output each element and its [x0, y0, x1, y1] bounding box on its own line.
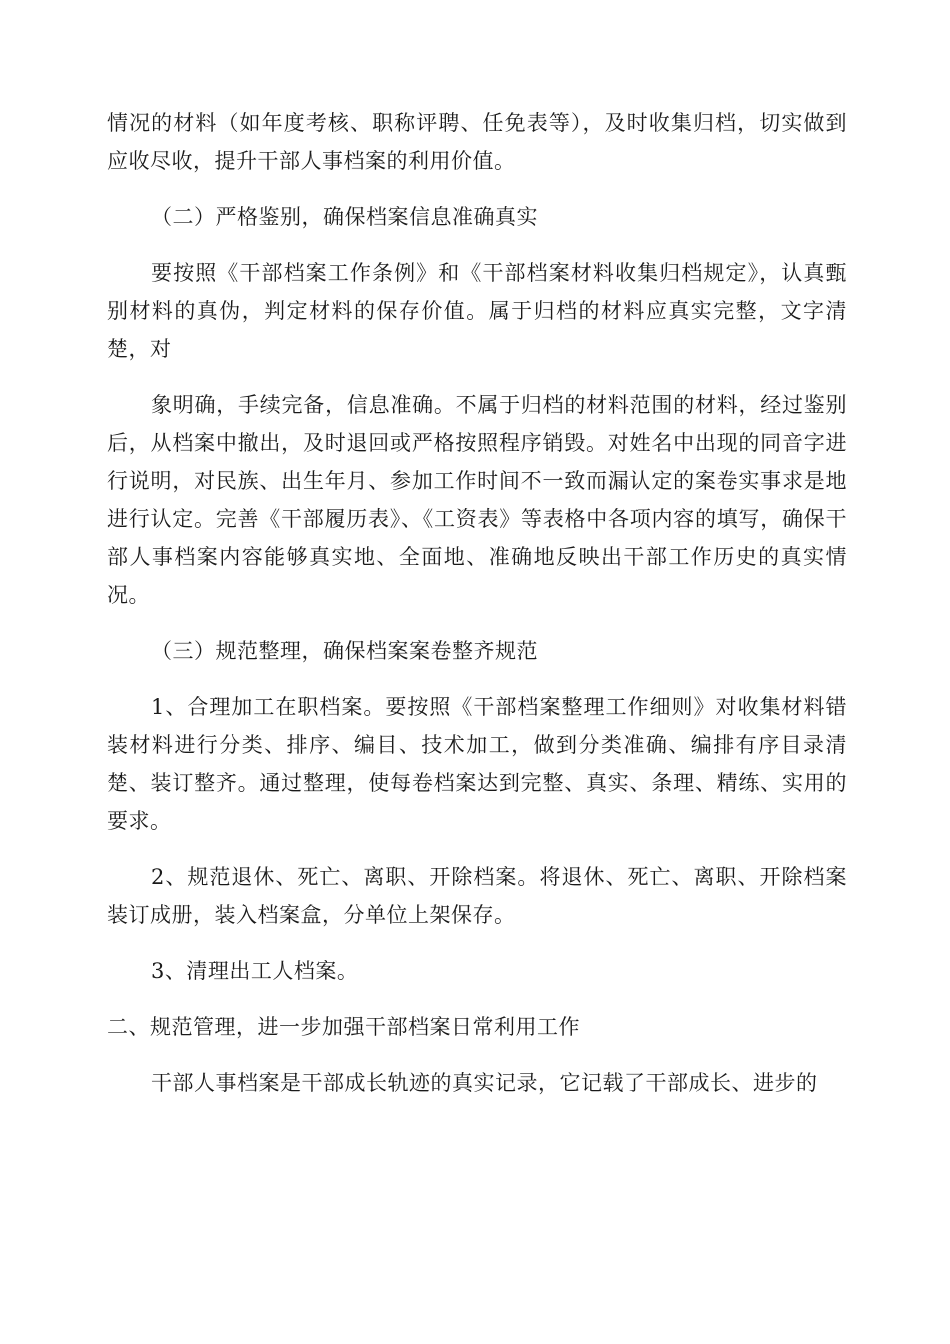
- section-heading-2: （二）严格鉴别，确保档案信息准确真实: [151, 205, 538, 229]
- paragraph-archive-intro: 干部人事档案是干部成长轨迹的真实记录，它记载了干部成长、进步的: [151, 1071, 818, 1095]
- paragraph-item-1: 1、合理加工在职档案。要按照《干部档案整理工作细则》对收集材料错装材料进行分类、排序、编目、技术加工，做到分类准确、编排有序目录清楚、装订整齐。通过整理，使每卷档案达到完整、真实、条理、精练、实用的要求。: [107, 695, 847, 833]
- paragraph-materials-collection: 情况的材料（如年度考核、职称评聘、任免表等），及时收集归档，切实做到应收尽收，提升干部人事档案的利用价值。: [107, 111, 847, 173]
- paragraph-authentication: 要按照《干部档案工作条例》和《干部档案材料收集归档规定》，认真甄别材料的真伪，判定材料的保存价值。属于归档的材料应真实完整，文字清楚，对: [107, 261, 847, 361]
- document-body: [107, 104, 847, 1102]
- section-heading-3: （三）规范整理，确保档案案卷整齐规范: [151, 639, 538, 663]
- chapter-heading-2: 二、规范管理，进一步加强干部档案日常利用工作: [107, 1015, 580, 1039]
- paragraph-item-3: 3、清理出工人档案。: [151, 959, 359, 983]
- paragraph-item-2: 2、规范退休、死亡、离职、开除档案。将退休、死亡、离职、开除档案装订成册，装入档案盒，分单位上架保存。: [107, 865, 847, 927]
- paragraph-authentication-cont: 象明确，手续完备，信息准确。不属于归档的材料范围的材料，经过鉴别后，从档案中撤出，及时退回或严格按照程序销毁。对姓名中出现的同音字进行说明，对民族、出生年月、参加工作时间不一致而漏认定的案卷实事求是地进行认定。完善《干部履历表》、《工资表》等表格中各项内容的填写，确保干部人事档案内容能够真实地、全面地、准确地反映出干部工作历史的真实情况。: [107, 393, 847, 607]
